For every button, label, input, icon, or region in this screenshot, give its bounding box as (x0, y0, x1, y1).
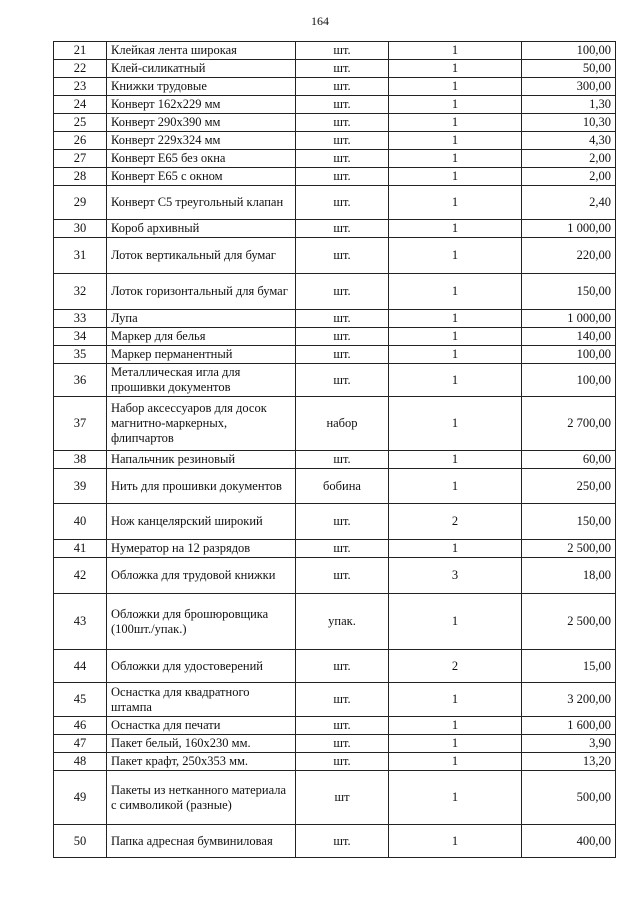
item-name-cell: Папка адресная бумвиниловая (107, 825, 296, 858)
table-row (54, 504, 616, 540)
unit-cell: шт. (296, 60, 389, 78)
quantity-cell: 1 (389, 274, 522, 310)
unit-cell: шт. (296, 650, 389, 683)
unit-cell: шт. (296, 78, 389, 96)
price-cell: 1 000,00 (522, 310, 616, 328)
row-number-cell: 39 (54, 469, 107, 504)
price-cell: 3 200,00 (522, 683, 616, 717)
quantity-cell: 1 (389, 753, 522, 771)
price-cell: 18,00 (522, 558, 616, 594)
item-name-cell: Лоток вертикальный для бумаг (107, 238, 296, 274)
item-name-cell: Напальчник резиновый (107, 451, 296, 469)
table-row (54, 114, 616, 132)
quantity-cell: 1 (389, 469, 522, 504)
item-name-cell: Обложка для трудовой книжки (107, 558, 296, 594)
price-cell: 2,00 (522, 168, 616, 186)
item-name-cell: Нож канцелярский широкий (107, 504, 296, 540)
quantity-cell: 1 (389, 771, 522, 825)
row-number-cell: 36 (54, 364, 107, 397)
unit-cell: шт. (296, 114, 389, 132)
row-number-cell: 31 (54, 238, 107, 274)
item-name-cell: Нить для прошивки документов (107, 469, 296, 504)
row-number-cell: 23 (54, 78, 107, 96)
quantity-cell: 1 (389, 735, 522, 753)
price-cell: 13,20 (522, 753, 616, 771)
item-name-cell: Нумератор на 12 разрядов (107, 540, 296, 558)
item-name-cell: Пакеты из нетканного материала с символикой (разные) (107, 771, 296, 825)
row-number-cell: 22 (54, 60, 107, 78)
price-cell: 150,00 (522, 504, 616, 540)
row-number-cell: 28 (54, 168, 107, 186)
unit-cell: шт. (296, 328, 389, 346)
row-number-cell: 43 (54, 594, 107, 650)
table-row (54, 60, 616, 78)
price-cell: 300,00 (522, 78, 616, 96)
unit-cell: шт. (296, 150, 389, 168)
row-number-cell: 25 (54, 114, 107, 132)
quantity-cell: 1 (389, 364, 522, 397)
row-number-cell: 37 (54, 397, 107, 451)
quantity-cell: 1 (389, 114, 522, 132)
item-name-cell: Лоток горизонтальный для бумаг (107, 274, 296, 310)
table-row (54, 753, 616, 771)
quantity-cell: 2 (389, 650, 522, 683)
unit-cell: шт. (296, 42, 389, 60)
table-row (54, 594, 616, 650)
price-cell: 2 500,00 (522, 540, 616, 558)
quantity-cell: 1 (389, 683, 522, 717)
table-row (54, 238, 616, 274)
quantity-cell: 1 (389, 310, 522, 328)
unit-cell: шт. (296, 683, 389, 717)
table-row (54, 78, 616, 96)
unit-cell: шт. (296, 168, 389, 186)
unit-cell: шт. (296, 346, 389, 364)
item-name-cell: Конверт 162х229 мм (107, 96, 296, 114)
table-row (54, 274, 616, 310)
table-row (54, 825, 616, 858)
price-cell: 100,00 (522, 364, 616, 397)
row-number-cell: 44 (54, 650, 107, 683)
price-cell: 2,00 (522, 150, 616, 168)
item-name-cell: Конверт Е65 с окном (107, 168, 296, 186)
table-row (54, 540, 616, 558)
table-row (54, 186, 616, 220)
item-name-cell: Оснастка для печати (107, 717, 296, 735)
page-number: 164 (311, 14, 329, 28)
price-cell: 400,00 (522, 825, 616, 858)
unit-cell: шт. (296, 238, 389, 274)
item-name-cell: Книжки трудовые (107, 78, 296, 96)
table-row (54, 220, 616, 238)
items-table-body (54, 42, 616, 858)
table-row (54, 451, 616, 469)
table-row (54, 683, 616, 717)
quantity-cell: 1 (389, 238, 522, 274)
item-name-cell: Конверт 290х390 мм (107, 114, 296, 132)
price-cell: 500,00 (522, 771, 616, 825)
quantity-cell: 1 (389, 451, 522, 469)
row-number-cell: 26 (54, 132, 107, 150)
row-number-cell: 46 (54, 717, 107, 735)
price-cell: 100,00 (522, 42, 616, 60)
unit-cell: шт. (296, 274, 389, 310)
price-cell: 220,00 (522, 238, 616, 274)
unit-cell: шт. (296, 735, 389, 753)
row-number-cell: 24 (54, 96, 107, 114)
unit-cell: шт. (296, 96, 389, 114)
unit-cell: шт. (296, 753, 389, 771)
table-row (54, 558, 616, 594)
price-cell: 2,40 (522, 186, 616, 220)
unit-cell: шт (296, 771, 389, 825)
price-cell: 100,00 (522, 346, 616, 364)
table-row (54, 132, 616, 150)
row-number-cell: 33 (54, 310, 107, 328)
item-name-cell: Оснастка для квадратного штампа (107, 683, 296, 717)
row-number-cell: 29 (54, 186, 107, 220)
row-number-cell: 34 (54, 328, 107, 346)
row-number-cell: 49 (54, 771, 107, 825)
price-cell: 140,00 (522, 328, 616, 346)
row-number-cell: 38 (54, 451, 107, 469)
item-name-cell: Маркер для белья (107, 328, 296, 346)
quantity-cell: 2 (389, 504, 522, 540)
unit-cell: шт. (296, 364, 389, 397)
quantity-cell: 3 (389, 558, 522, 594)
quantity-cell: 1 (389, 42, 522, 60)
quantity-cell: 1 (389, 540, 522, 558)
unit-cell: шт. (296, 310, 389, 328)
quantity-cell: 1 (389, 168, 522, 186)
row-number-cell: 27 (54, 150, 107, 168)
table-row (54, 310, 616, 328)
table-row (54, 397, 616, 451)
unit-cell: шт. (296, 220, 389, 238)
price-cell: 10,30 (522, 114, 616, 132)
price-cell: 1,30 (522, 96, 616, 114)
table-row (54, 364, 616, 397)
price-cell: 3,90 (522, 735, 616, 753)
item-name-cell: Маркер перманентный (107, 346, 296, 364)
table-row (54, 96, 616, 114)
unit-cell: шт. (296, 540, 389, 558)
unit-cell: упак. (296, 594, 389, 650)
table-row (54, 650, 616, 683)
item-name-cell: Пакет белый, 160х230 мм. (107, 735, 296, 753)
quantity-cell: 1 (389, 328, 522, 346)
table-row (54, 717, 616, 735)
quantity-cell: 1 (389, 220, 522, 238)
item-name-cell: Клейкая лента широкая (107, 42, 296, 60)
quantity-cell: 1 (389, 150, 522, 168)
row-number-cell: 35 (54, 346, 107, 364)
item-name-cell: Конверт Е65 без окна (107, 150, 296, 168)
quantity-cell: 1 (389, 346, 522, 364)
unit-cell: шт. (296, 825, 389, 858)
price-cell: 250,00 (522, 469, 616, 504)
price-cell: 1 600,00 (522, 717, 616, 735)
item-name-cell: Пакет крафт, 250х353 мм. (107, 753, 296, 771)
quantity-cell: 1 (389, 825, 522, 858)
table-row (54, 168, 616, 186)
item-name-cell: Короб архивный (107, 220, 296, 238)
row-number-cell: 41 (54, 540, 107, 558)
quantity-cell: 1 (389, 717, 522, 735)
table-row (54, 328, 616, 346)
row-number-cell: 47 (54, 735, 107, 753)
row-number-cell: 40 (54, 504, 107, 540)
price-cell: 50,00 (522, 60, 616, 78)
price-cell: 60,00 (522, 451, 616, 469)
item-name-cell: Конверт С5 треугольный клапан (107, 186, 296, 220)
quantity-cell: 1 (389, 594, 522, 650)
unit-cell: шт. (296, 717, 389, 735)
quantity-cell: 1 (389, 60, 522, 78)
quantity-cell: 1 (389, 397, 522, 451)
table-row (54, 346, 616, 364)
quantity-cell: 1 (389, 132, 522, 150)
unit-cell: набор (296, 397, 389, 451)
row-number-cell: 32 (54, 274, 107, 310)
quantity-cell: 1 (389, 96, 522, 114)
table-row (54, 469, 616, 504)
row-number-cell: 42 (54, 558, 107, 594)
unit-cell: шт. (296, 451, 389, 469)
item-name-cell: Обложки для брошюровщика (100шт./упак.) (107, 594, 296, 650)
item-name-cell: Обложки для удостоверений (107, 650, 296, 683)
item-name-cell: Клей-силикатный (107, 60, 296, 78)
unit-cell: шт. (296, 504, 389, 540)
unit-cell: шт. (296, 132, 389, 150)
item-name-cell: Лупа (107, 310, 296, 328)
item-name-cell: Набор аксессуаров для досок магнитно-маркерных, флипчартов (107, 397, 296, 451)
items-table (53, 41, 616, 858)
row-number-cell: 50 (54, 825, 107, 858)
table-row (54, 735, 616, 753)
row-number-cell: 45 (54, 683, 107, 717)
price-cell: 1 000,00 (522, 220, 616, 238)
price-cell: 150,00 (522, 274, 616, 310)
price-cell: 15,00 (522, 650, 616, 683)
price-cell: 4,30 (522, 132, 616, 150)
quantity-cell: 1 (389, 78, 522, 96)
table-row (54, 42, 616, 60)
quantity-cell: 1 (389, 186, 522, 220)
row-number-cell: 30 (54, 220, 107, 238)
unit-cell: шт. (296, 186, 389, 220)
row-number-cell: 48 (54, 753, 107, 771)
table-row (54, 150, 616, 168)
item-name-cell: Конверт 229х324 мм (107, 132, 296, 150)
item-name-cell: Металлическая игла для прошивки документов (107, 364, 296, 397)
price-cell: 2 500,00 (522, 594, 616, 650)
price-cell: 2 700,00 (522, 397, 616, 451)
unit-cell: шт. (296, 558, 389, 594)
unit-cell: бобина (296, 469, 389, 504)
table-row (54, 771, 616, 825)
row-number-cell: 21 (54, 42, 107, 60)
